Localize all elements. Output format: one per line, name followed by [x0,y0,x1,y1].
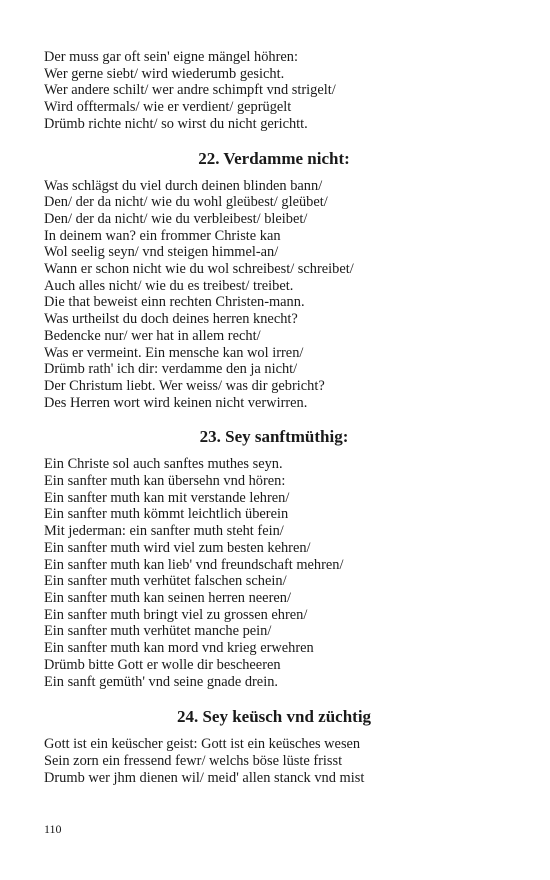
verse-line: Ein sanfter muth kan übersehn vnd hören: [44,473,286,490]
verse-line: Gott ist ein keüscher geist: Gott ist ein keüsches wesen [44,736,361,753]
verse-line: Ein sanfter muth kan seinen herren neeren/ [44,589,291,606]
verse-line: Was schlägst du viel durch deinen blinden bann/ [44,177,323,194]
verse-line: Ein sanfter muth kömmt leichtlich überein [44,506,289,523]
section-heading-24: 24. Sey keüsch vnd züchtig [176,707,372,727]
verse-line: Ein sanfter muth verhütet falschen schein/ [44,573,287,590]
verse-line: Drümb richte nicht/ so wirst du nicht gerichtt. [44,115,308,132]
verse-line: Wer andere schilt/ wer andre schimpft vnd strigelt/ [44,82,336,99]
verse-line: Ein Christe sol auch sanftes muthes seyn. [44,456,283,473]
verse-line: Den/ der da nicht/ wie du wohl gleübest/ gleübet/ [44,194,328,211]
section-heading-23: 23. Sey sanftmüthig: [199,427,349,447]
intro-stanza [44,49,504,133]
verse-line: Ein sanfter muth bringt viel zu grossen ehren/ [44,606,308,623]
poem-22 [44,178,504,412]
verse-line: Auch alles nicht/ wie du es treibest/ treibet. [44,277,294,294]
verse-line: Wol seelig seyn/ vnd steigen himmel-an/ [44,244,279,261]
verse-line: In deinem wan? ein frommer Christe kan [44,227,281,244]
verse-line: Bedencke nur/ wer hat in allem recht/ [44,327,261,344]
verse-line: Drümb rath' ich dir: verdamme den ja nicht/ [44,361,298,378]
poem-24 [44,736,504,786]
poem-23 [44,456,504,690]
verse-line: Was urtheilst du doch deines herren knecht? [44,311,298,328]
page-body [44,49,504,786]
verse-line: Ein sanfter muth kan lieb' vnd freundschaft mehren/ [44,556,344,573]
verse-line: Die that beweist einn rechten Christen-mann. [44,294,305,311]
verse-line: Ein sanfter muth verhütet manche pein/ [44,623,272,640]
verse-line: Den/ der da nicht/ wie du verbleibest/ bleibet/ [44,210,308,227]
section-heading-22: 22. Verdamme nicht: [198,148,350,168]
verse-line: Ein sanft gemüth' vnd seine gnade drein. [44,673,278,690]
verse-line: Ein sanfter muth kan mit verstande lehren/ [44,489,290,506]
verse-line: Ein sanfter muth wird viel zum besten kehren/ [44,539,311,556]
verse-line: Wird offtermals/ wie er verdient/ geprügelt [44,99,292,116]
verse-line: Mit jederman: ein sanfter muth steht fein/ [44,523,284,540]
verse-line: Der muss gar oft sein' eigne mängel höhren: [44,49,298,65]
verse-line: Ein sanfter muth kan mord vnd krieg erwehren [44,640,314,657]
verse-line: Wann er schon nicht wie du wol schreibest/ schreibet/ [44,261,354,278]
verse-line: Der Christum liebt. Wer weiss/ was dir gebricht? [44,377,325,394]
verse-line: Drümb bitte Gott er wolle dir bescheeren [44,656,281,673]
verse-line: Drumb wer jhm dienen wil/ meid' allen stanck vnd mist [44,769,365,786]
verse-line: Wer gerne siebt/ wird wiederumb gesicht. [44,65,285,82]
verse-line: Was er vermeint. Ein mensche kan wol irren/ [44,344,304,361]
verse-line: Sein zorn ein fressend fewr/ welchs böse lüste frisst [44,752,343,769]
verse-line: Des Herren wort wird keinen nicht verwirren. [44,394,308,411]
page-number: 110 [44,822,62,836]
